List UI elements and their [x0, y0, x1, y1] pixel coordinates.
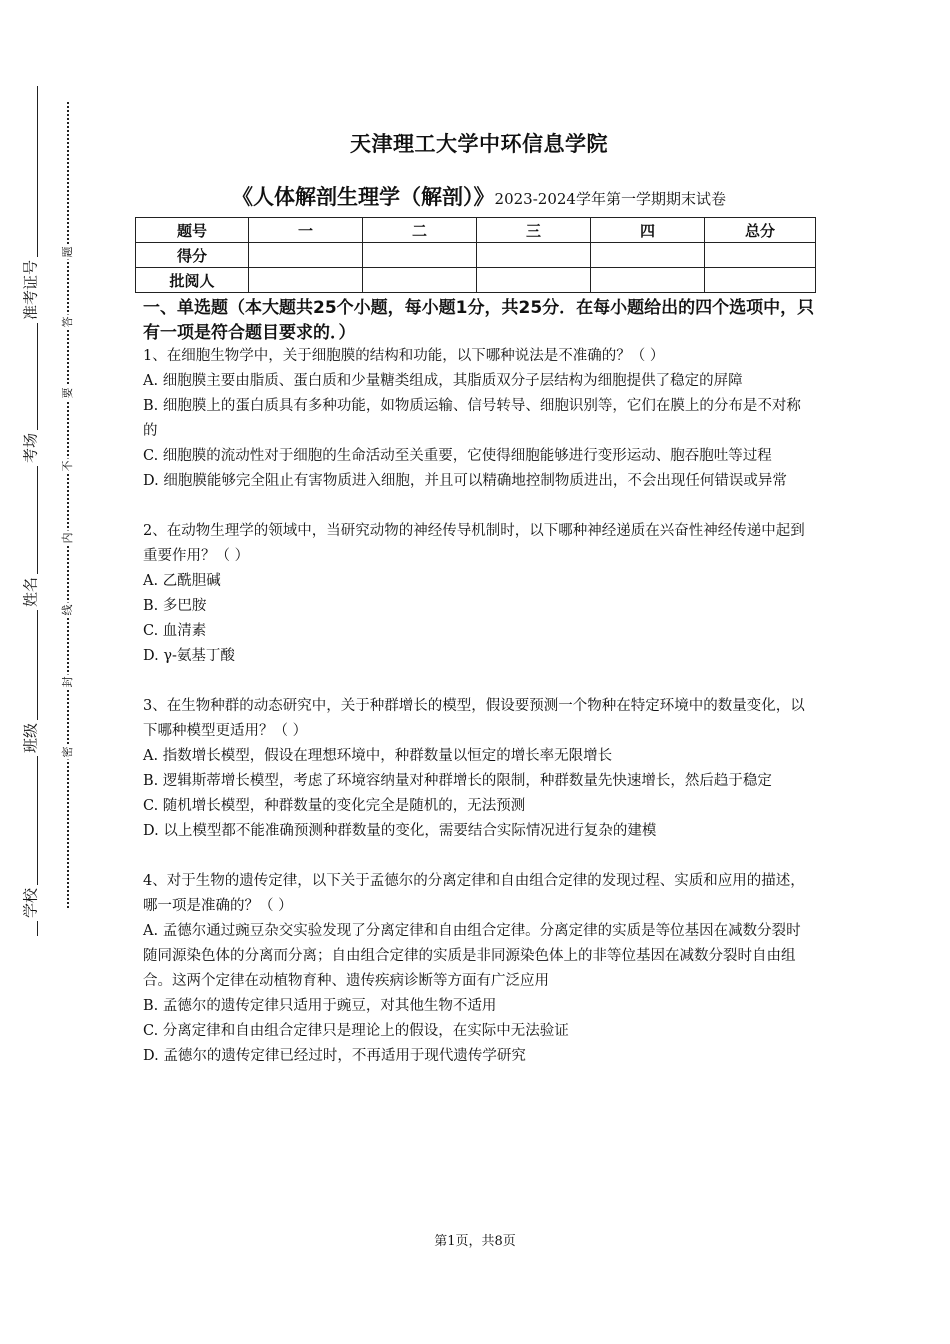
binding-warning-char: 不 — [61, 460, 74, 472]
table-header-cell: 二 — [363, 218, 477, 243]
question-list — [143, 344, 815, 1094]
term-title: 2023-2024学年第一学期期末试卷 — [494, 190, 726, 208]
question-option: B. 多巴胺 — [143, 598, 207, 614]
score-cell[interactable] — [591, 243, 705, 268]
question-4 — [143, 869, 815, 1069]
table-row-header: 得分 — [136, 243, 249, 268]
question-option: D. 以上模型都不能准确预测种群数量的变化，需要结合实际情况进行复杂的建模 — [143, 823, 657, 839]
question-stem: 2、在动物生理学的领域中，当研究动物的神经传导机制时，以下哪种神经递质在兴奋性神经传递中起到重要作用？（ ） — [143, 523, 805, 564]
table-row-header: 批阅人 — [136, 268, 249, 293]
question-option: B. 细胞膜上的蛋白质具有多种功能，如物质运输、信号转导、细胞识别等，它们在膜上的分布是不对称的 — [143, 398, 801, 439]
binding-solid-line — [37, 86, 38, 936]
binding-margin — [0, 0, 110, 1344]
question-option: A. 指数增长模型，假设在理想环境中，种群数量以恒定的增长率无限增长 — [143, 748, 613, 764]
grader-cell[interactable] — [249, 268, 363, 293]
question-option: A. 乙酰胆碱 — [143, 573, 221, 589]
table-header-cell: 三 — [477, 218, 591, 243]
question-stem: 3、在生物种群的动态研究中，关于种群增长的模型，假设要预测一个物种在特定环境中的数量变化，以下哪种模型更适用？（ ） — [143, 698, 805, 739]
score-table — [135, 217, 816, 293]
question-option: A. 孟德尔通过豌豆杂交实验发现了分离定律和自由组合定律。分离定律的实质是等位基因在减数分裂时随同源染色体的分离而分离；自由组合定律的实质是非同源染色体上的非等位基因在减数分裂时自由组合。这两个定律在动植物育种、遗传疾病诊断等方面有广泛应用 — [143, 923, 801, 989]
school-title: 天津理工大学中环信息学院 — [350, 132, 608, 156]
binding-label-exam-number: 准考证号 — [20, 257, 41, 323]
binding-dotted-line — [67, 102, 69, 908]
score-cell[interactable] — [477, 243, 591, 268]
question-option: C. 随机增长模型，种群数量的变化完全是随机的，无法预测 — [143, 798, 526, 814]
question-option: C. 血清素 — [143, 623, 207, 639]
score-table-row — [136, 243, 816, 268]
question-2 — [143, 519, 815, 669]
binding-warning-char: 密 — [61, 746, 74, 758]
question-option: A. 细胞膜主要由脂质、蛋白质和少量糖类组成，其脂质双分子层结构为细胞提供了稳定的屏障 — [143, 373, 743, 389]
question-option: C. 细胞膜的流动性对于细胞的生命活动至关重要，它使得细胞能够进行变形运动、胞吞胞吐等过程 — [143, 448, 772, 464]
binding-label-name: 姓名 — [20, 574, 41, 610]
binding-warning-char: 题 — [61, 246, 74, 258]
score-table-row — [136, 268, 816, 293]
question-option: B. 孟德尔的遗传定律只适用于豌豆，对其他生物不适用 — [143, 998, 497, 1014]
question-3 — [143, 694, 815, 844]
table-header-cell: 题号 — [136, 218, 249, 243]
question-option: D. γ-氨基丁酸 — [143, 648, 235, 664]
question-option: D. 细胞膜能够完全阻止有害物质进入细胞，并且可以精确地控制物质进出，不会出现任何错误或异常 — [143, 473, 787, 489]
binding-warning-char: 要 — [61, 387, 74, 399]
table-header-cell: 四 — [591, 218, 705, 243]
binding-label-class: 班级 — [20, 720, 41, 756]
question-option: C. 分离定律和自由组合定律只是理论上的假设，在实际中无法验证 — [143, 1023, 569, 1039]
question-option: B. 逻辑斯蒂增长模型，考虑了环境容纳量对种群增长的限制，种群数量先快速增长，然后趋于稳定 — [143, 773, 772, 789]
binding-warning-char: 封 — [61, 676, 74, 688]
exam-title — [143, 181, 815, 211]
binding-warning-char: 线 — [61, 604, 74, 616]
question-stem: 4、对于生物的遗传定律，以下关于孟德尔的分离定律和自由组合定律的发现过程、实质和应用的描述，哪一项是准确的？（ ） — [143, 873, 805, 914]
score-table-row — [136, 218, 816, 243]
table-header-cell: 总分 — [705, 218, 816, 243]
binding-label-exam-room: 考场 — [20, 430, 41, 466]
question-1 — [143, 344, 815, 494]
binding-warning-char: 内 — [61, 532, 74, 544]
page-footer: 第1页，共8页 — [434, 1234, 516, 1249]
section-heading: 一、单选题（本大题共25个小题，每小题1分，共25分．在每小题给出的四个选项中，只有一项是符合题目要求的．） — [143, 298, 815, 343]
question-stem: 1、在细胞生物学中，关于细胞膜的结构和功能，以下哪种说法是不准确的？（ ） — [143, 348, 665, 364]
binding-warning-char: 答 — [61, 316, 74, 328]
grader-cell[interactable] — [477, 268, 591, 293]
grader-cell[interactable] — [591, 268, 705, 293]
grader-cell[interactable] — [705, 268, 816, 293]
score-cell[interactable] — [705, 243, 816, 268]
score-cell[interactable] — [249, 243, 363, 268]
question-option: D. 孟德尔的遗传定律已经过时，不再适用于现代遗传学研究 — [143, 1048, 526, 1064]
course-title: 《人体解剖生理学（解剖）》 — [232, 185, 495, 209]
score-cell[interactable] — [363, 243, 477, 268]
binding-label-school: 学校 — [20, 885, 41, 921]
table-header-cell: 一 — [249, 218, 363, 243]
grader-cell[interactable] — [363, 268, 477, 293]
